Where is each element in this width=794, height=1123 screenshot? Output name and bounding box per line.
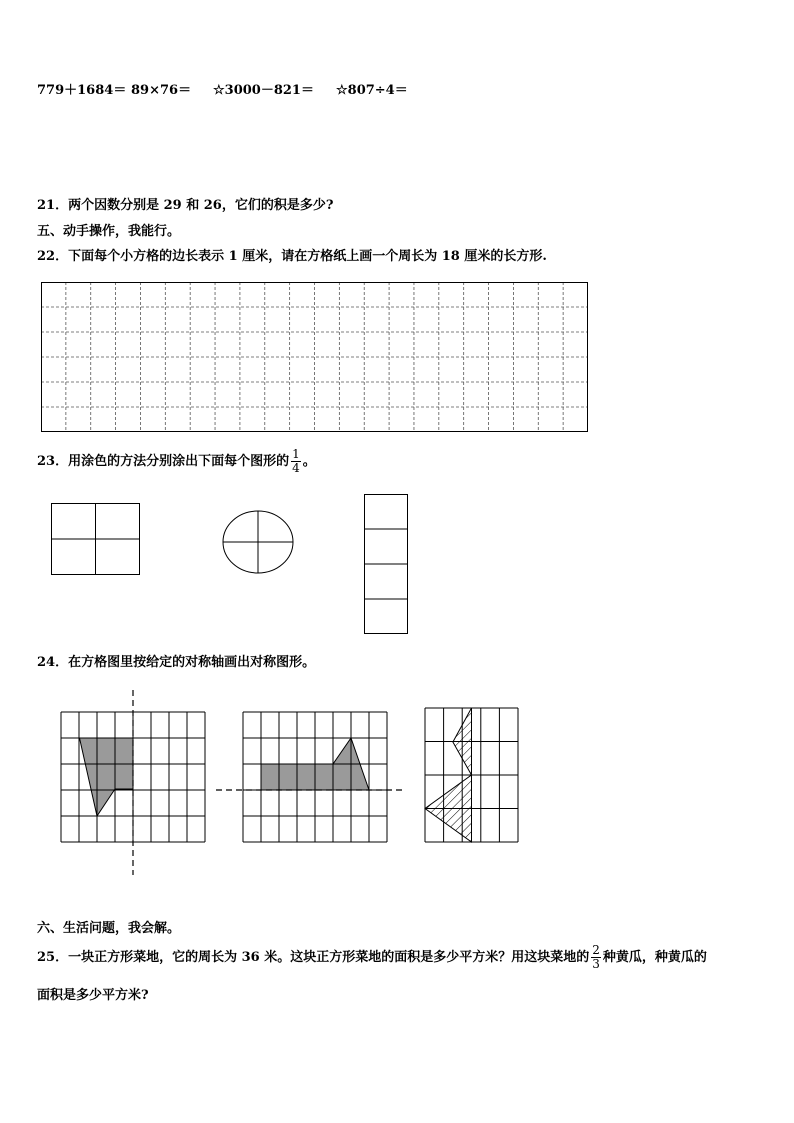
rectangle-quarters [51, 503, 140, 575]
calc-2: 89×76＝ [131, 83, 192, 98]
question-24: 24．在方格图里按给定的对称轴画出对称图形。 [37, 655, 316, 670]
circle-quarters [222, 510, 294, 574]
calc-1: 779＋1684＝ [37, 83, 127, 98]
strip-quarters [364, 494, 408, 634]
symmetry-grid-1 [61, 690, 205, 875]
symmetry-grid-2 [216, 712, 406, 842]
q25-fraction [591, 944, 601, 971]
section-5-heading: 五、动手操作，我能行。 [37, 224, 181, 239]
section-6-heading: 六、生活问题，我会解。 [37, 921, 181, 936]
question-23 [37, 448, 316, 475]
q25-denominator: 3 [592, 957, 600, 971]
grid-paper [41, 282, 588, 432]
q25-text: 25．一块正方形菜地，它的周长为 36 米。这块正方形菜地的面积是多少平方米？用这块菜地的 [37, 950, 590, 965]
q23-fraction [291, 448, 301, 475]
q25-suffix: 种黄瓜，种黄瓜的 [602, 950, 707, 965]
q23-denominator: 4 [292, 461, 300, 475]
q23-suffix: 。 [302, 454, 316, 469]
symmetry-grid-3 [425, 708, 518, 842]
calc-4: ☆807÷4＝ [336, 83, 408, 98]
calc-3: ☆3000－821＝ [213, 83, 314, 98]
question-21: 21．两个因数分别是 29 和 26，它们的积是多少? [37, 198, 334, 213]
question-25 [37, 944, 707, 971]
question-25-line2: 面积是多少平方米? [37, 988, 149, 1003]
q25-numerator: 2 [592, 943, 600, 957]
q23-text: 23．用涂色的方法分别涂出下面每个图形的 [37, 454, 290, 469]
q23-numerator: 1 [292, 447, 300, 461]
question-22: 22．下面每个小方格的边长表示 1 厘米，请在方格纸上画一个周长为 18 厘米的长方形. [37, 249, 547, 264]
